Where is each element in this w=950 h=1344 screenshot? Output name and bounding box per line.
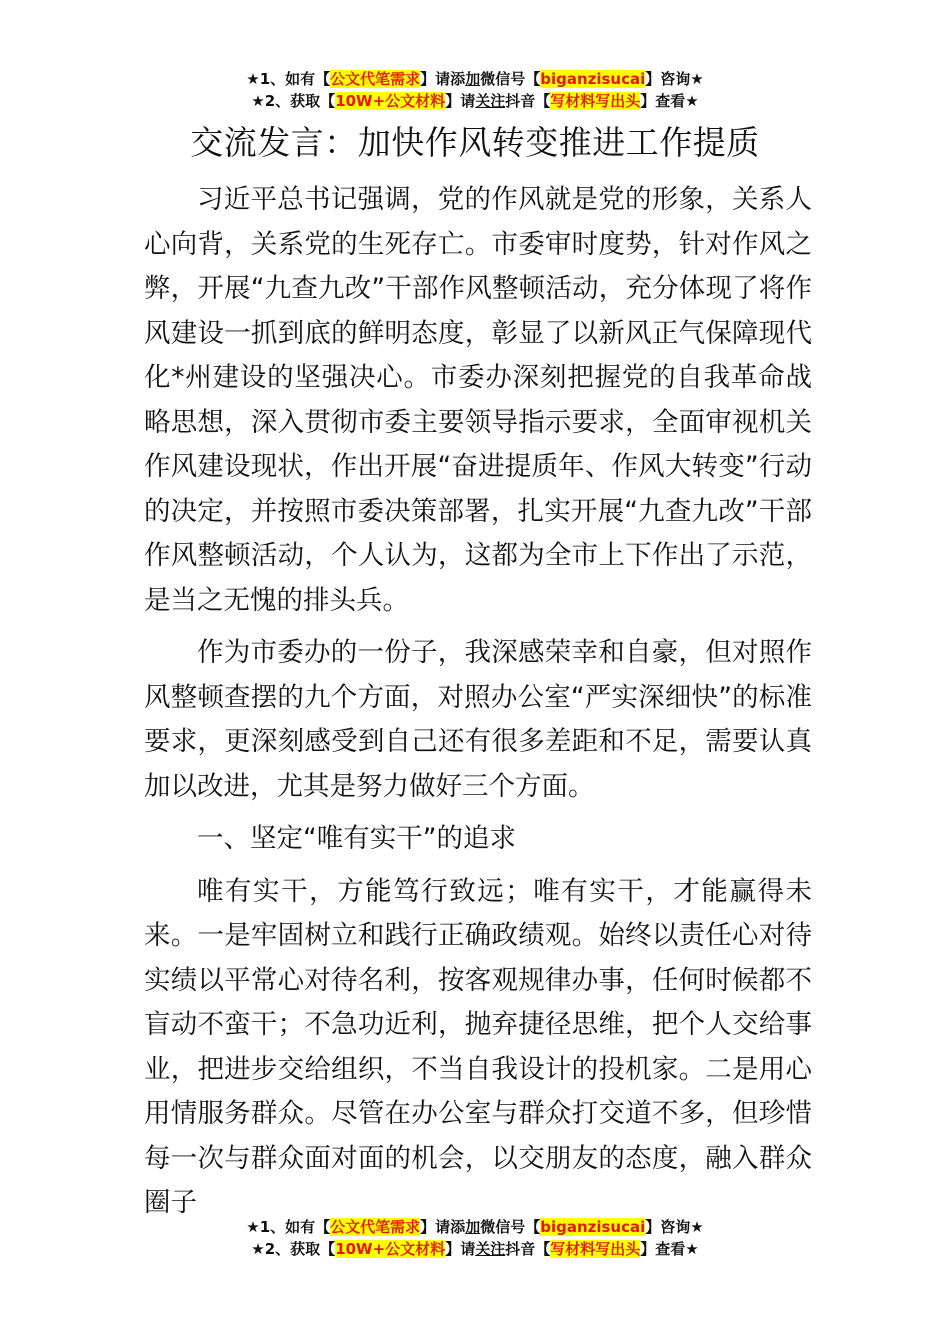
banner-text: 抖音【 <box>505 92 551 110</box>
banner-highlight: 公文代笔需求 <box>330 1218 421 1236</box>
bottom-banner <box>0 1216 950 1260</box>
banner-text: 2、获取【 <box>264 92 336 110</box>
banner-text: 】咨询★ <box>645 1218 704 1236</box>
banner-line-2 <box>0 90 950 112</box>
banner-text: 】查看★ <box>640 92 699 110</box>
banner-underline: 关注 <box>475 92 506 110</box>
star-icon: ★ <box>246 1218 260 1236</box>
banner-highlight: 10W+公文材料 <box>335 92 446 110</box>
banner-text: 2、获取【 <box>264 1240 336 1258</box>
banner-text: 】请添 <box>420 70 466 88</box>
banner-text: 】查看★ <box>640 1240 699 1258</box>
banner-underline: 关注 <box>475 1240 506 1258</box>
banner-underline: 加 <box>465 1218 481 1236</box>
section-heading-1: 一、坚定“唯有实干”的追求 <box>197 823 516 854</box>
paragraph-2: 作为市委办的一份子，我深感荣幸和自豪，但对照作风整顿查摆的九个方面，对照办公室“严实深细快”的标准要求，更深刻感受到自己还有很多差距和不足，需要认真加以改进，尤其是努力做好三个方面。 <box>144 637 812 802</box>
banner-text: 1、如有【 <box>259 70 331 88</box>
banner-highlight: biganzisucai <box>540 70 646 88</box>
star-icon: ★ <box>251 1240 265 1258</box>
banner-text: 】咨询★ <box>645 70 704 88</box>
banner-text: 微信号【 <box>480 70 541 88</box>
document-body <box>144 178 812 1226</box>
banner-highlight: 写材料写出头 <box>550 1240 641 1258</box>
banner-underline: 加 <box>465 70 481 88</box>
top-banner <box>0 68 950 112</box>
banner-text: 】请添 <box>420 1218 466 1236</box>
banner-highlight: 10W+公文材料 <box>335 1240 446 1258</box>
banner-highlight: 公文代笔需求 <box>330 70 421 88</box>
banner-text: 微信号【 <box>480 1218 541 1236</box>
banner-text: 】请 <box>445 92 476 110</box>
document-title: 交流发言：加快作风转变推进工作提质 <box>190 123 760 162</box>
banner-line-2 <box>0 1238 950 1260</box>
banner-text: 】请 <box>445 1240 476 1258</box>
banner-line-1 <box>0 68 950 90</box>
star-icon: ★ <box>246 70 260 88</box>
banner-text: 1、如有【 <box>259 1218 331 1236</box>
banner-line-1 <box>0 1216 950 1238</box>
banner-highlight: biganzisucai <box>540 1218 646 1236</box>
star-icon: ★ <box>251 92 265 110</box>
paragraph-3: 唯有实干，方能笃行致远；唯有实干，才能赢得未来。一是牢固树立和践行正确政绩观。始终以责任心对待实绩以平常心对待名利，按客观规律办事，任何时候都不盲动不蛮干；不急功近利，抛弃捷径思维，把个人交给事业，把进步交给组织，不当自我设计的投机家。二是用心用情服务群众。尽管在办公室与群众打交道不多，但珍惜每一次与群众面对面的机会，以交朋友的态度，融入群众圈子 <box>144 875 812 1218</box>
banner-highlight: 写材料写出头 <box>550 92 641 110</box>
paragraph-1: 习近平总书记强调，党的作风就是党的形象，关系人心向背，关系党的生死存亡。市委审时度势，针对作风之弊，开展“九查九改”干部作风整顿活动，充分体现了将作风建设一抓到底的鲜明态度，彰显了以新风正气保障现代化*州建设的坚强决心。市委办深刻把握党的自我革命战略思想，深入贯彻市委主要领导指示要求，全面审视机关作风建设现状，作出开展“奋进提质年、作风大转变”行动的决定，并按照市委决策部署，扎实开展“九查九改”干部作风整顿活动，个人认为，这都为全市上下作出了示范，是当之无愧的排头兵。 <box>144 184 812 616</box>
banner-text: 抖音【 <box>505 1240 551 1258</box>
